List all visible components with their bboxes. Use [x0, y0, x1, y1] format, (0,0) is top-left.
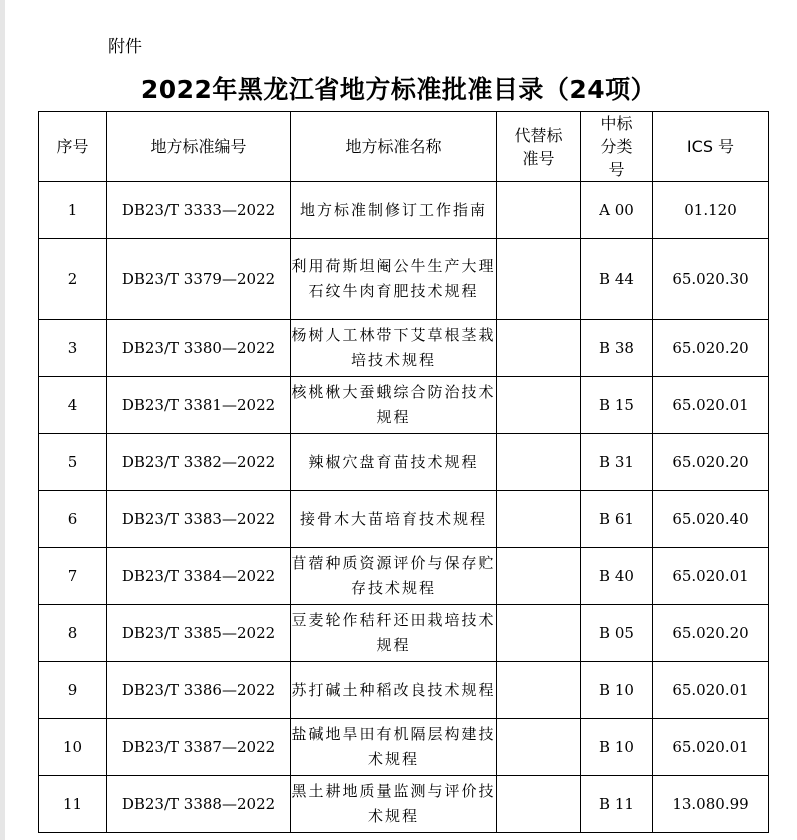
cell-ics-code — [653, 434, 769, 491]
cell-ics-code-text: 65.020.20 — [672, 338, 749, 357]
cell-replaced-standard — [497, 320, 581, 377]
cell-serial-no-text: 2 — [67, 269, 78, 288]
table-row — [39, 548, 769, 605]
cell-serial-no — [39, 239, 107, 320]
table-row — [39, 605, 769, 662]
cell-serial-no — [39, 434, 107, 491]
page-title: 2022年黑龙江省地方标准批准目录（24项） — [140, 75, 657, 104]
header-ccs-code: 中标分类号 — [581, 112, 653, 182]
cell-standard-code — [107, 491, 291, 548]
cell-standard-code-text: DB23/T 3379—2022 — [121, 269, 276, 288]
cell-standard-code-text: DB23/T 3387—2022 — [121, 737, 276, 756]
cell-standard-name-text: 杨树人工林带下艾草根茎栽培技术规程 — [291, 326, 496, 369]
cell-serial-no-text: 5 — [67, 452, 78, 471]
cell-ccs-code-text: B 44 — [599, 269, 634, 288]
cell-ics-code-text: 01.120 — [684, 200, 737, 219]
cell-replaced-standard — [497, 377, 581, 434]
cell-ics-code-text: 65.020.20 — [672, 452, 749, 471]
cell-ics-code — [653, 239, 769, 320]
header-ics-code: ICS 号 — [653, 112, 769, 182]
cell-standard-code — [107, 182, 291, 239]
cell-standard-name — [291, 719, 497, 776]
cell-standard-code-text: DB23/T 3385—2022 — [121, 623, 276, 642]
cell-ccs-code — [581, 548, 653, 605]
cell-ics-code-text: 65.020.20 — [672, 623, 749, 642]
cell-serial-no — [39, 182, 107, 239]
cell-ics-code — [653, 491, 769, 548]
cell-standard-code — [107, 377, 291, 434]
cell-serial-no-text: 7 — [67, 566, 78, 585]
cell-replaced-standard — [497, 239, 581, 320]
cell-ccs-code — [581, 182, 653, 239]
cell-standard-name-text: 接骨木大苗培育技术规程 — [299, 509, 487, 528]
cell-serial-no — [39, 776, 107, 833]
cell-serial-no-text: 11 — [62, 794, 83, 813]
table-header-row — [39, 112, 769, 182]
cell-standard-code — [107, 548, 291, 605]
cell-standard-code-text: DB23/T 3381—2022 — [121, 395, 276, 414]
cell-replaced-standard — [497, 434, 581, 491]
cell-ics-code-text: 65.020.01 — [672, 395, 749, 414]
table-row — [39, 491, 769, 548]
cell-ccs-code — [581, 239, 653, 320]
table-row — [39, 320, 769, 377]
cell-standard-name-text: 苏打碱土种稻改良技术规程 — [291, 680, 496, 699]
cell-standard-name — [291, 776, 497, 833]
cell-ics-code — [653, 605, 769, 662]
cell-standard-name — [291, 662, 497, 719]
cell-serial-no — [39, 662, 107, 719]
cell-standard-name — [291, 434, 497, 491]
cell-ccs-code-text: B 10 — [599, 680, 634, 699]
cell-standard-code — [107, 605, 291, 662]
cell-serial-no-text: 8 — [67, 623, 78, 642]
cell-serial-no — [39, 491, 107, 548]
cell-standard-name-text: 苜蓿种质资源评价与保存贮存技术规程 — [291, 554, 496, 597]
cell-standard-code-text: DB23/T 3386—2022 — [121, 680, 276, 699]
cell-standard-name — [291, 182, 497, 239]
cell-ccs-code — [581, 605, 653, 662]
table-row — [39, 776, 769, 833]
cell-standard-code-text: DB23/T 3388—2022 — [121, 794, 276, 813]
cell-ics-code — [653, 320, 769, 377]
cell-serial-no-text: 10 — [62, 737, 83, 756]
cell-ics-code-text: 65.020.40 — [672, 509, 749, 528]
table-row — [39, 662, 769, 719]
cell-replaced-standard — [497, 776, 581, 833]
cell-serial-no-text: 6 — [67, 509, 78, 528]
cell-ccs-code — [581, 434, 653, 491]
cell-ccs-code — [581, 377, 653, 434]
cell-serial-no — [39, 719, 107, 776]
cell-ics-code — [653, 719, 769, 776]
cell-standard-name — [291, 548, 497, 605]
cell-standard-name — [291, 377, 497, 434]
cell-ccs-code — [581, 491, 653, 548]
cell-serial-no — [39, 548, 107, 605]
page-edge-bar — [0, 0, 5, 840]
cell-standard-code — [107, 719, 291, 776]
cell-ccs-code-text: B 40 — [599, 566, 634, 585]
cell-ccs-code-text: B 05 — [599, 623, 634, 642]
cell-standard-name-text: 地方标准制修订工作指南 — [299, 200, 487, 219]
cell-ccs-code-text: B 31 — [599, 452, 634, 471]
table-row — [39, 239, 769, 320]
cell-ics-code — [653, 182, 769, 239]
cell-ics-code-text: 65.020.01 — [672, 566, 749, 585]
cell-ics-code-text: 13.080.99 — [672, 794, 749, 813]
cell-serial-no — [39, 377, 107, 434]
cell-ccs-code — [581, 320, 653, 377]
cell-serial-no-text: 1 — [67, 200, 78, 219]
cell-ics-code-text: 65.020.30 — [672, 269, 749, 288]
cell-standard-code — [107, 434, 291, 491]
header-standard-code: 地方标准编号 — [107, 112, 291, 182]
cell-ccs-code-text: B 11 — [599, 794, 634, 813]
cell-standard-code-text: DB23/T 3382—2022 — [121, 452, 276, 471]
cell-ics-code-text: 65.020.01 — [672, 737, 749, 756]
cell-standard-name-text: 辣椒穴盘育苗技术规程 — [308, 452, 479, 471]
cell-replaced-standard — [497, 548, 581, 605]
table-row — [39, 377, 769, 434]
cell-standard-code — [107, 239, 291, 320]
cell-serial-no-text: 3 — [67, 338, 78, 357]
cell-ics-code-text: 65.020.01 — [672, 680, 749, 699]
cell-standard-name — [291, 239, 497, 320]
cell-standard-name-text: 利用荷斯坦阉公牛生产大理石纹牛肉育肥技术规程 — [291, 257, 496, 300]
cell-standard-code — [107, 662, 291, 719]
cell-standard-code-text: DB23/T 3383—2022 — [121, 509, 276, 528]
cell-standard-name — [291, 491, 497, 548]
cell-ccs-code-text: B 61 — [599, 509, 634, 528]
cell-ics-code — [653, 776, 769, 833]
cell-serial-no — [39, 320, 107, 377]
cell-standard-code — [107, 320, 291, 377]
cell-ics-code — [653, 548, 769, 605]
cell-serial-no-text: 4 — [67, 395, 78, 414]
cell-ccs-code-text: B 38 — [599, 338, 634, 357]
cell-ccs-code-text: A 00 — [599, 200, 634, 219]
standards-table — [38, 111, 769, 833]
cell-standard-name — [291, 605, 497, 662]
cell-ics-code — [653, 377, 769, 434]
cell-ccs-code — [581, 776, 653, 833]
cell-serial-no — [39, 605, 107, 662]
cell-replaced-standard — [497, 662, 581, 719]
header-replaced-standard: 代替标准号 — [497, 112, 581, 182]
cell-standard-name-text: 盐碱地旱田有机隔层构建技术规程 — [291, 725, 496, 768]
cell-ccs-code — [581, 719, 653, 776]
cell-replaced-standard — [497, 491, 581, 548]
table-row — [39, 434, 769, 491]
cell-standard-code-text: DB23/T 3384—2022 — [121, 566, 276, 585]
cell-replaced-standard — [497, 182, 581, 239]
cell-standard-code — [107, 776, 291, 833]
header-serial-no: 序号 — [39, 112, 107, 182]
attachment-label: 附件 — [108, 37, 142, 57]
cell-ccs-code-text: B 10 — [599, 737, 634, 756]
cell-standard-name — [291, 320, 497, 377]
table-row — [39, 719, 769, 776]
cell-replaced-standard — [497, 605, 581, 662]
cell-serial-no-text: 9 — [67, 680, 78, 699]
header-standard-name: 地方标准名称 — [291, 112, 497, 182]
cell-standard-name-text: 核桃楸大蚕蛾综合防治技术规程 — [291, 383, 496, 426]
cell-ccs-code-text: B 15 — [599, 395, 634, 414]
cell-standard-name-text: 豆麦轮作秸秆还田栽培技术规程 — [291, 611, 496, 654]
cell-standard-code-text: DB23/T 3333—2022 — [121, 200, 276, 219]
cell-standard-code-text: DB23/T 3380—2022 — [121, 338, 276, 357]
cell-ics-code — [653, 662, 769, 719]
table-row — [39, 182, 769, 239]
cell-replaced-standard — [497, 719, 581, 776]
cell-ccs-code — [581, 662, 653, 719]
cell-standard-name-text: 黑土耕地质量监测与评价技术规程 — [291, 782, 496, 825]
